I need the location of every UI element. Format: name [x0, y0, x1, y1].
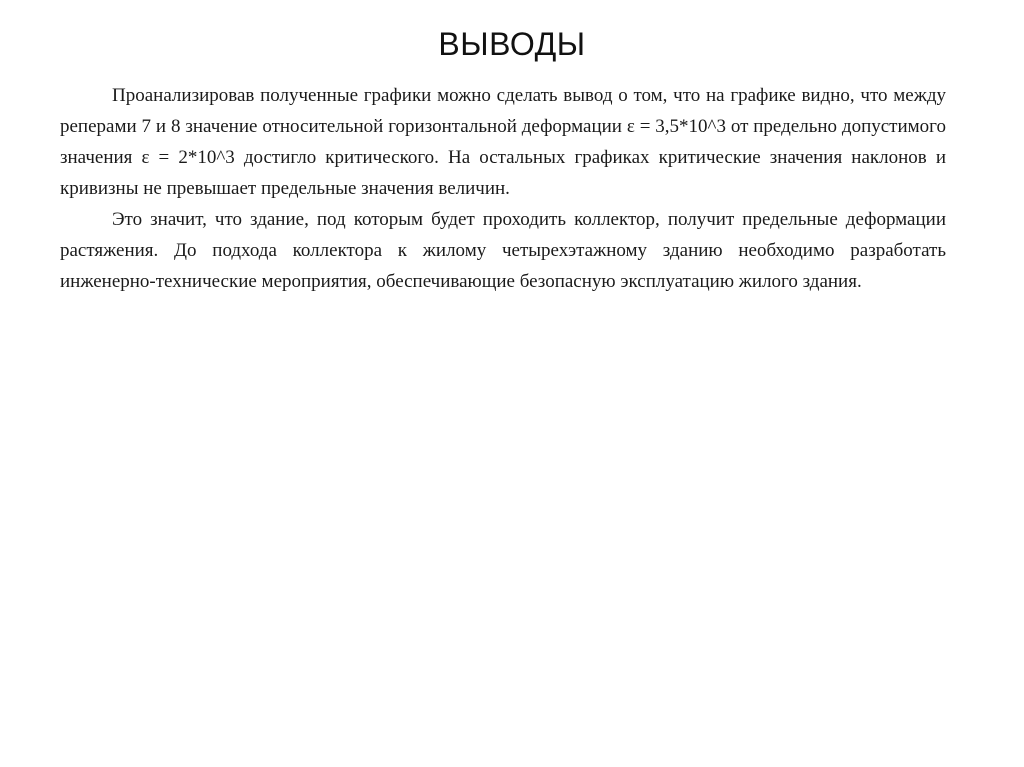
slide-body: [60, 80, 946, 297]
paragraph-2: Это значит, что здание, под которым будет проходить коллектор, получит предельные деформации растяжения. До подхода коллектора к жилому четырехэтажному зданию необходимо разработать инженерно-технические мероприятия, обеспечивающие безопасную эксплуатацию жилого здания.: [60, 209, 946, 292]
slide-title: ВЫВОДЫ: [438, 26, 586, 62]
paragraph-1: Проанализировав полученные графики можно сделать вывод о том, что на графике видно, что между реперами 7 и 8 значение относительной горизонтальной деформации ε = 3,5*10^3 от предельно допустимого значения ε = 2*10^3 достигло критического. На остальных графиках критические значения наклонов и кривизны не превышает предельные значения величин.: [60, 85, 946, 199]
